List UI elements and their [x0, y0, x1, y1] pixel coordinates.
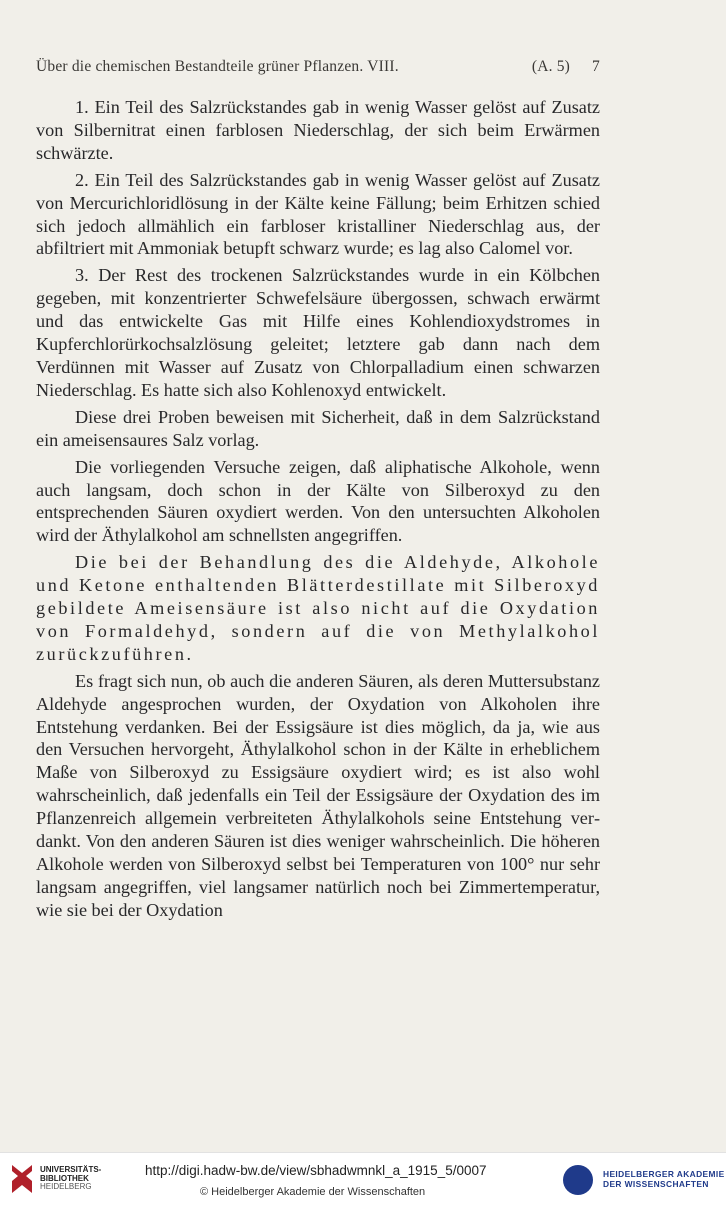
page-number: 7: [592, 58, 600, 75]
university-library-logo[interactable]: [8, 1163, 36, 1195]
paragraph-3: 3. Der Rest des trockenen Salzrückstandes wurde in ein Kölbchen gegeben, mit konzentrierter Schwefelsäure übergossen, schwach erwärmt und das entwickelte Gas mit Hilfe eines Kohlendioxydstromes in Kupferchlorürkochsalzlösung geleitet; letztere gab dann nach dem Verdünnen mit Wasser auf Zusatz von Chlorpalladium einen schwarzen Niederschlag. Es hatte sich also Kohlenoxyd entwickelt.: [36, 265, 600, 400]
paragraph-5: Die vorliegenden Versuche zeigen, daß aliphatische Alkohole, wenn auch langsam, doch schon in der Kälte von Silberoxyd zu den entsprechenden Säuren oxydiert werden. Von den untersuchten Alkoholen wird der Äthylalkohol am schnellsten angegriffen.: [36, 456, 600, 546]
academy-seal-icon[interactable]: [563, 1165, 593, 1195]
body-text: [36, 96, 600, 926]
running-title: Über die chemischen Bestandteile grüner Pflanzen. VIII.: [36, 58, 399, 75]
paragraph-1: 1. Ein Teil des Salzrückstandes gab in wenig Wasser gelöst auf Zusatz von Silbernitrat einen farblosen Niederschlag, der sich beim Erwärmen schwärzte.: [36, 97, 600, 163]
paragraph-6-emphasized: Die bei der Behandlung des die Aldehyde, Alkohole und Ketone enthaltenden Blätterdestillate mit Silberoxyd gebildete Ameisensäure ist also nicht auf die Oxydation von Formaldehyd, sondern auf die von Methylalkohol zurückzuführen.: [36, 552, 600, 664]
paragraph-7: Es fragt sich nun, ob auch die anderen Säuren, als deren Muttersubstanz Aldehyde angesprochen wurden, der Oxydation von Alkoholen ihre Entstehung verdanken. Bei der Essigsäure ist dies möglich, da ja, wie aus den Versuchen hervorgeht, Äthylalkohol schon in der Kälte in erheblichem Maße von Silberoxyd zu Essigsäure oxydiert wird; es ist also wohl wahrscheinlich, daß jedenfalls ein Teil der Essigsäure der Oxydation des im Pflanzenreich allgemein verbreiteten Äthylalkohols seine Entstehung verdankt. Von den anderen Säuren ist dies weniger wahrscheinlich. Die höheren Alkohole werden von Silberoxyd selbst bei Temperaturen von 100° nur sehr langsam angegriffen, viel langsamer natürlich noch bei Zimmertemperatur, wie sie bei der Oxydation: [36, 670, 600, 920]
copyright-notice: © Heidelberger Akademie der Wissenschaften: [200, 1186, 426, 1198]
paragraph-4: Diese drei Proben beweisen mit Sicherheit, daß in dem Salzrückstand ein ameisensaures Salz vorlag.: [36, 406, 600, 450]
permalink-url[interactable]: http://digi.hadw-bw.de/view/sbhadwmnkl_a_1915_5/0007: [145, 1163, 487, 1178]
paragraph-2: 2. Ein Teil des Salzrückstandes gab in wenig Wasser gelöst auf Zusatz von Mercurichloridlösung in der Kälte keine Fällung; beim Erhitzen schied sich jedoch allmählich ein farbloser kristalliner Niederschlag aus, der abfiltriert mit Ammoniak betupft schwarz wurde; es lag also Calomel vor.: [36, 169, 600, 259]
section-reference: (A. 5): [531, 58, 571, 75]
academy-name: HEIDELBERGER AKADEMIE DER WISSENSCHAFTEN: [603, 1169, 725, 1189]
viewer-footer: [0, 1152, 726, 1206]
university-library-name: UNIVERSITÄTS- BIBLIOTHEK HEIDELBERG: [40, 1165, 102, 1192]
running-header: [36, 58, 600, 76]
